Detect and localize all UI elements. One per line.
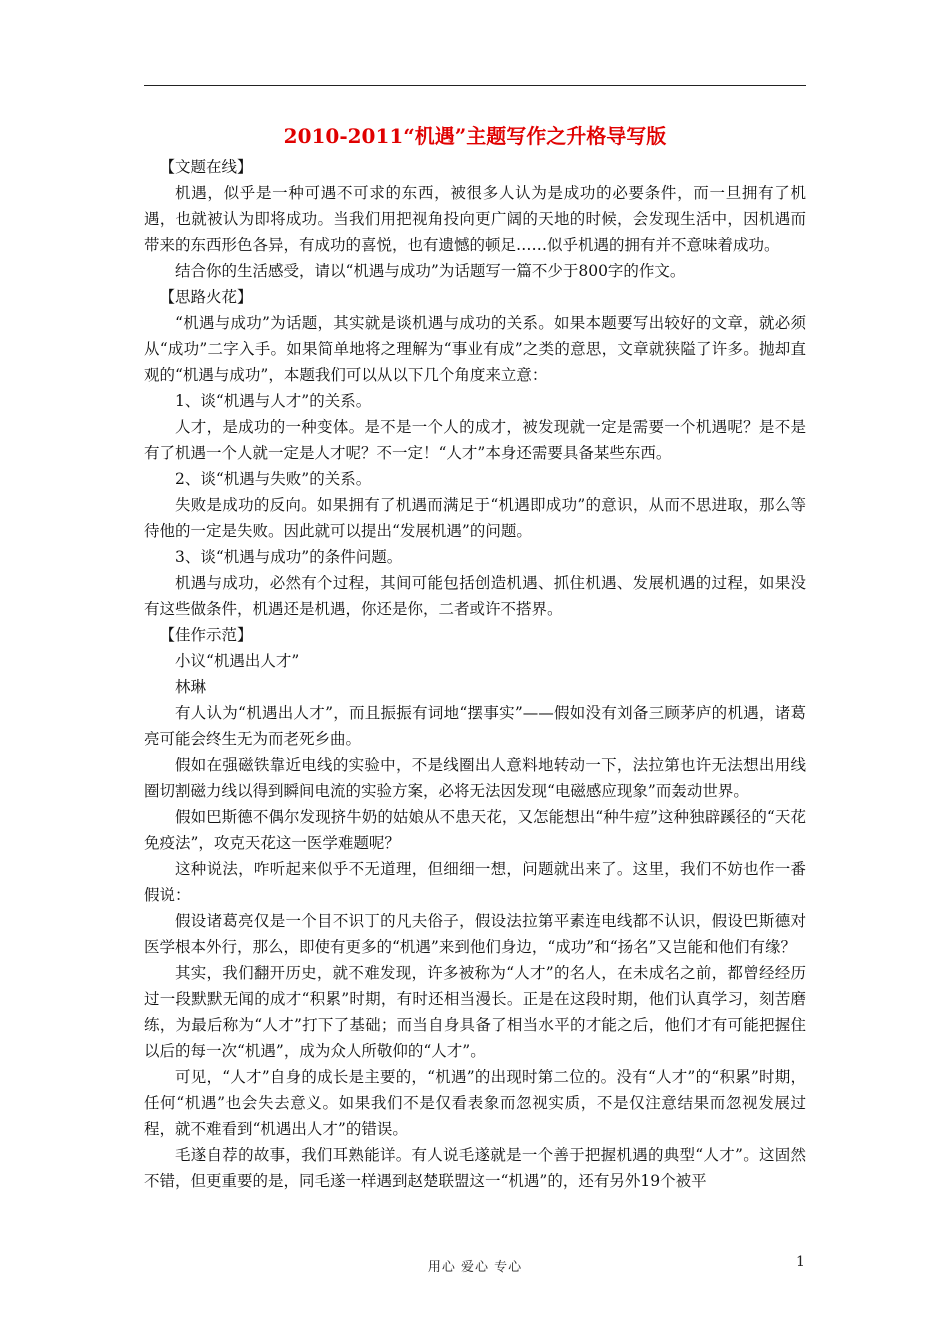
body-paragraph: 失败是成功的反向。如果拥有了机遇而满足于“机遇即成功”的意识，从而不思进取，那么等待他的一定是失败。因此就可以提出“发展机遇”的问题。 — [144, 496, 806, 540]
body-paragraph: 人才，是成功的一种变体。是不是一个人的成才，被发现就一定是需要一个机遇呢？是不是有了机遇一个人就一定是人才呢？不一定！“人才”本身还需要具备某些东西。 — [144, 418, 806, 462]
body-paragraph: 林琳 — [175, 678, 207, 696]
section-heading: 【文题在线】 — [159, 158, 253, 176]
section-heading: 【佳作示范】 — [159, 626, 253, 644]
header-rule — [144, 85, 806, 86]
document-title: 2010-2011“机遇”主题写作之升格导写版 — [283, 124, 667, 148]
body-paragraph: 可见，“人才”自身的成长是主要的，“机遇”的出现时第二位的。没有“人才”的“积累”时期，任何“机遇”也会失去意义。如果我们不是仅看表象而忽视实质，不是仅注意结果而忽视发展过程，就不难看到“机遇出人才”的错误。 — [144, 1068, 806, 1138]
paragraph-list — [144, 154, 806, 1194]
body-paragraph: 2、谈“机遇与失败”的关系。 — [175, 470, 372, 488]
footer-slogan: 用心 爱心 专心 — [427, 1260, 523, 1275]
body-paragraph: 毛遂自荐的故事，我们耳熟能详。有人说毛遂就是一个善于把握机遇的典型“人才”。这固然不错，但更重要的是，同毛遂一样遇到赵楚联盟这一“机遇”的，还有另外19个被平 — [144, 1146, 806, 1190]
body-paragraph: 小议“机遇出人才” — [175, 652, 300, 670]
body-paragraph: 机遇，似乎是一种可遇不可求的东西，被很多人认为是成功的必要条件，而一旦拥有了机遇，也就被认为即将成功。当我们用把视角投向更广阔的天地的时候，会发现生活中，因机遇而带来的东西形色各异，有成功的喜悦，也有遗憾的顿足……似乎机遇的拥有并不意味着成功。 — [144, 184, 806, 254]
body-paragraph: 结合你的生活感受，请以“机遇与成功”为话题写一篇不少于800字的作文。 — [175, 262, 686, 280]
document-body — [144, 118, 806, 1194]
body-paragraph: 假设诸葛亮仅是一个目不识丁的凡夫俗子，假设法拉第平素连电线都不认识，假设巴斯德对医学根本外行，那么，即使有更多的“机遇”来到他们身边，“成功”和“扬名”又岂能和他们有缘？ — [144, 912, 806, 956]
body-paragraph: 假如巴斯德不偶尔发现挤牛奶的姑娘从不患天花，又怎能想出“种牛痘”这种独辟蹊径的“天花免疫法”，攻克天花这一医学难题呢？ — [144, 808, 806, 852]
body-paragraph: 其实，我们翻开历史，就不难发现，许多被称为“人才”的名人，在未成名之前，都曾经经历过一段默默无闻的成才“积累”时期，有时还相当漫长。正是在这段时期，他们认真学习，刻苦磨练，为最后称为“人才”打下了基础；而当自身具备了相当水平的才能之后，他们才有可能把握住以后的每一次“机遇”，成为众人所敬仰的“人才”。 — [144, 964, 806, 1060]
page-number: 1 — [796, 1254, 805, 1270]
section-heading: 【思路火花】 — [159, 288, 253, 306]
body-paragraph: 这种说法，咋听起来似乎不无道理，但细细一想，问题就出来了。这里，我们不妨也作一番假说： — [144, 860, 806, 904]
body-paragraph: 1、谈“机遇与人才”的关系。 — [175, 392, 372, 410]
body-paragraph: “机遇与成功”为话题，其实就是谈机遇与成功的关系。如果本题要写出较好的文章，就必须从“成功”二字入手。如果简单地将之理解为“事业有成”之类的意思，文章就狭隘了许多。抛却直观的“机遇与成功”，本题我们可以从以下几个角度来立意： — [144, 314, 806, 384]
body-paragraph: 有人认为“机遇出人才”，而且振振有词地“摆事实”——假如没有刘备三顾茅庐的机遇，诸葛亮可能会终生无为而老死乡曲。 — [144, 704, 806, 748]
body-paragraph: 机遇与成功，必然有个过程，其间可能包括创造机遇、抓住机遇、发展机遇的过程，如果没有这些做条件，机遇还是机遇，你还是你，二者或许不搭界。 — [144, 574, 806, 618]
body-paragraph: 3、谈“机遇与成功”的条件问题。 — [175, 548, 403, 566]
body-paragraph: 假如在强磁铁靠近电线的实验中，不是线圈出人意料地转动一下，法拉第也许无法想出用线圈切割磁力线以得到瞬间电流的实验方案，必将无法因发现“电磁感应现象”而轰动世界。 — [144, 756, 806, 800]
